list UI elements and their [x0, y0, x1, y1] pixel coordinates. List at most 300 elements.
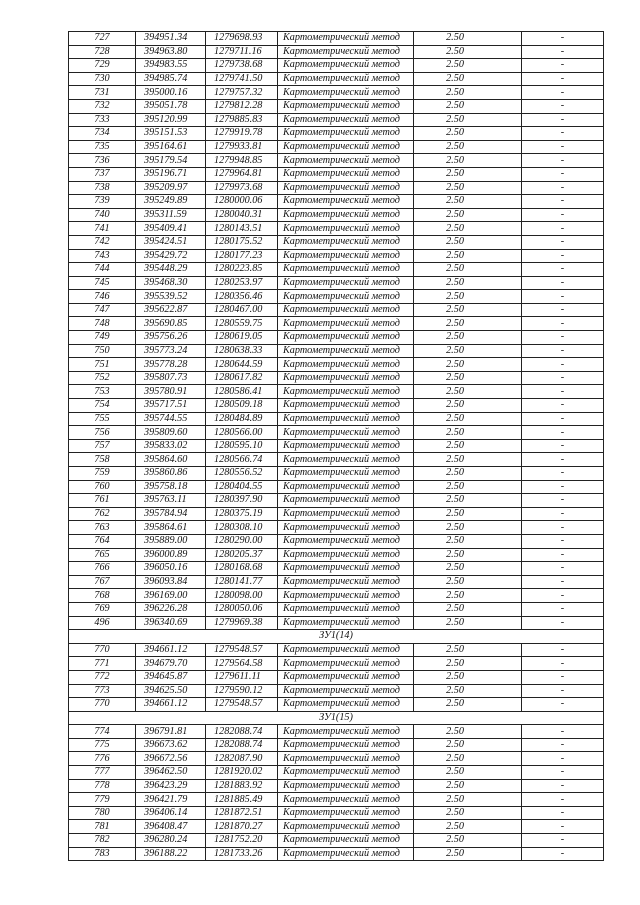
note-cell: -	[522, 453, 604, 467]
table-row	[69, 806, 604, 820]
method-cell: Картометрический метод	[278, 127, 414, 141]
x-coordinate-cell: 396408.47	[136, 820, 206, 834]
table-row	[69, 453, 604, 467]
method-cell: Картометрический метод	[278, 738, 414, 752]
point-number-cell: 761	[69, 494, 136, 508]
table-row	[69, 167, 604, 181]
x-coordinate-cell: 395209.97	[136, 181, 206, 195]
note-cell: -	[522, 222, 604, 236]
method-cell: Картометрический метод	[278, 263, 414, 277]
note-cell: -	[522, 181, 604, 195]
accuracy-cell: 2.50	[414, 439, 522, 453]
note-cell: -	[522, 86, 604, 100]
method-cell: Картометрический метод	[278, 847, 414, 861]
method-cell: Картометрический метод	[278, 59, 414, 73]
table-row	[69, 371, 604, 385]
method-cell: Картометрический метод	[278, 752, 414, 766]
point-number-cell: 782	[69, 834, 136, 848]
note-cell: -	[522, 562, 604, 576]
point-number-cell: 744	[69, 263, 136, 277]
accuracy-cell: 2.50	[414, 371, 522, 385]
point-number-cell: 749	[69, 331, 136, 345]
accuracy-cell: 2.50	[414, 167, 522, 181]
accuracy-cell: 2.50	[414, 208, 522, 222]
point-number-cell: 773	[69, 684, 136, 698]
accuracy-cell: 2.50	[414, 358, 522, 372]
method-cell: Картометрический метод	[278, 317, 414, 331]
table-row	[69, 548, 604, 562]
table-row	[69, 562, 604, 576]
point-number-cell: 496	[69, 616, 136, 630]
note-cell: -	[522, 32, 604, 46]
table-row	[69, 32, 604, 46]
y-coordinate-cell: 1280559.75	[206, 317, 278, 331]
table-row	[69, 602, 604, 616]
x-coordinate-cell: 396340.69	[136, 616, 206, 630]
y-coordinate-cell: 1279969.38	[206, 616, 278, 630]
table-row	[69, 317, 604, 331]
method-cell: Картометрический метод	[278, 45, 414, 59]
table-row	[69, 439, 604, 453]
method-cell: Картометрический метод	[278, 507, 414, 521]
point-number-cell: 775	[69, 738, 136, 752]
point-number-cell: 777	[69, 766, 136, 780]
note-cell: -	[522, 657, 604, 671]
method-cell: Картометрический метод	[278, 834, 414, 848]
table-row	[69, 208, 604, 222]
note-cell: -	[522, 738, 604, 752]
point-number-cell: 772	[69, 670, 136, 684]
x-coordinate-cell: 395000.16	[136, 86, 206, 100]
accuracy-cell: 2.50	[414, 507, 522, 521]
note-cell: -	[522, 290, 604, 304]
y-coordinate-cell: 1281870.27	[206, 820, 278, 834]
method-cell: Картометрический метод	[278, 494, 414, 508]
accuracy-cell: 2.50	[414, 303, 522, 317]
accuracy-cell: 2.50	[414, 195, 522, 209]
point-number-cell: 737	[69, 167, 136, 181]
table-row	[69, 684, 604, 698]
accuracy-cell: 2.50	[414, 657, 522, 671]
note-cell: -	[522, 602, 604, 616]
y-coordinate-cell: 1279548.57	[206, 643, 278, 657]
point-number-cell: 757	[69, 439, 136, 453]
point-number-cell: 756	[69, 426, 136, 440]
accuracy-cell: 2.50	[414, 779, 522, 793]
y-coordinate-cell: 1279590.12	[206, 684, 278, 698]
note-cell: -	[522, 127, 604, 141]
y-coordinate-cell: 1281872.51	[206, 806, 278, 820]
note-cell: -	[522, 140, 604, 154]
note-cell: -	[522, 249, 604, 263]
x-coordinate-cell: 395773.24	[136, 344, 206, 358]
accuracy-cell: 2.50	[414, 616, 522, 630]
method-cell: Картометрический метод	[278, 453, 414, 467]
accuracy-cell: 2.50	[414, 643, 522, 657]
point-number-cell: 742	[69, 235, 136, 249]
y-coordinate-cell: 1279885.83	[206, 113, 278, 127]
note-cell: -	[522, 793, 604, 807]
note-cell: -	[522, 344, 604, 358]
note-cell: -	[522, 263, 604, 277]
method-cell: Картометрический метод	[278, 208, 414, 222]
note-cell: -	[522, 439, 604, 453]
x-coordinate-cell: 394963.80	[136, 45, 206, 59]
accuracy-cell: 2.50	[414, 399, 522, 413]
x-coordinate-cell: 395780.91	[136, 385, 206, 399]
method-cell: Картометрический метод	[278, 766, 414, 780]
point-number-cell: 758	[69, 453, 136, 467]
method-cell: Картометрический метод	[278, 480, 414, 494]
method-cell: Картометрический метод	[278, 154, 414, 168]
accuracy-cell: 2.50	[414, 548, 522, 562]
y-coordinate-cell: 1280141.77	[206, 575, 278, 589]
table-row	[69, 834, 604, 848]
note-cell: -	[522, 752, 604, 766]
point-number-cell: 729	[69, 59, 136, 73]
table-row	[69, 249, 604, 263]
x-coordinate-cell: 395448.29	[136, 263, 206, 277]
table-row	[69, 358, 604, 372]
table-row	[69, 276, 604, 290]
note-cell: -	[522, 371, 604, 385]
table-row	[69, 616, 604, 630]
accuracy-cell: 2.50	[414, 494, 522, 508]
point-number-cell: 747	[69, 303, 136, 317]
x-coordinate-cell: 395120.99	[136, 113, 206, 127]
table-row	[69, 738, 604, 752]
point-number-cell: 746	[69, 290, 136, 304]
accuracy-cell: 2.50	[414, 847, 522, 861]
x-coordinate-cell: 396791.81	[136, 725, 206, 739]
point-number-cell: 768	[69, 589, 136, 603]
point-number-cell: 765	[69, 548, 136, 562]
table-row	[69, 154, 604, 168]
method-cell: Картометрический метод	[278, 358, 414, 372]
y-coordinate-cell: 1279757.32	[206, 86, 278, 100]
x-coordinate-cell: 395756.26	[136, 331, 206, 345]
note-cell: -	[522, 412, 604, 426]
coordinates-table-body	[69, 32, 604, 861]
accuracy-cell: 2.50	[414, 698, 522, 712]
x-coordinate-cell: 395151.53	[136, 127, 206, 141]
table-row	[69, 752, 604, 766]
y-coordinate-cell: 1279738.68	[206, 59, 278, 73]
table-row	[69, 779, 604, 793]
accuracy-cell: 2.50	[414, 806, 522, 820]
method-cell: Картометрический метод	[278, 371, 414, 385]
y-coordinate-cell: 1280000.06	[206, 195, 278, 209]
note-cell: -	[522, 834, 604, 848]
x-coordinate-cell: 394661.12	[136, 643, 206, 657]
note-cell: -	[522, 208, 604, 222]
y-coordinate-cell: 1280050.06	[206, 602, 278, 616]
point-number-cell: 728	[69, 45, 136, 59]
table-row	[69, 235, 604, 249]
y-coordinate-cell: 1279964.81	[206, 167, 278, 181]
x-coordinate-cell: 396462.50	[136, 766, 206, 780]
accuracy-cell: 2.50	[414, 752, 522, 766]
accuracy-cell: 2.50	[414, 222, 522, 236]
point-number-cell: 763	[69, 521, 136, 535]
y-coordinate-cell: 1282088.74	[206, 738, 278, 752]
note-cell: -	[522, 167, 604, 181]
x-coordinate-cell: 395784.94	[136, 507, 206, 521]
point-number-cell: 739	[69, 195, 136, 209]
point-number-cell: 766	[69, 562, 136, 576]
x-coordinate-cell: 395179.54	[136, 154, 206, 168]
point-number-cell: 779	[69, 793, 136, 807]
table-row	[69, 263, 604, 277]
note-cell: -	[522, 575, 604, 589]
y-coordinate-cell: 1282088.74	[206, 725, 278, 739]
x-coordinate-cell: 395311.59	[136, 208, 206, 222]
y-coordinate-cell: 1280509.18	[206, 399, 278, 413]
accuracy-cell: 2.50	[414, 140, 522, 154]
y-coordinate-cell: 1281883.92	[206, 779, 278, 793]
x-coordinate-cell: 396188.22	[136, 847, 206, 861]
method-cell: Картометрический метод	[278, 779, 414, 793]
y-coordinate-cell: 1280253.97	[206, 276, 278, 290]
x-coordinate-cell: 396169.00	[136, 589, 206, 603]
accuracy-cell: 2.50	[414, 480, 522, 494]
accuracy-cell: 2.50	[414, 793, 522, 807]
point-number-cell: 732	[69, 99, 136, 113]
x-coordinate-cell: 395196.71	[136, 167, 206, 181]
method-cell: Картометрический метод	[278, 602, 414, 616]
point-number-cell: 730	[69, 72, 136, 86]
method-cell: Картометрический метод	[278, 439, 414, 453]
point-number-cell: 769	[69, 602, 136, 616]
point-number-cell: 740	[69, 208, 136, 222]
table-row	[69, 412, 604, 426]
note-cell: -	[522, 698, 604, 712]
y-coordinate-cell: 1279933.81	[206, 140, 278, 154]
note-cell: -	[522, 521, 604, 535]
x-coordinate-cell: 395164.61	[136, 140, 206, 154]
x-coordinate-cell: 395860.86	[136, 467, 206, 481]
point-number-cell: 771	[69, 657, 136, 671]
accuracy-cell: 2.50	[414, 521, 522, 535]
x-coordinate-cell: 395429.72	[136, 249, 206, 263]
note-cell: -	[522, 779, 604, 793]
x-coordinate-cell: 395424.51	[136, 235, 206, 249]
x-coordinate-cell: 394679.70	[136, 657, 206, 671]
table-row	[69, 426, 604, 440]
x-coordinate-cell: 394645.87	[136, 670, 206, 684]
method-cell: Картометрический метод	[278, 140, 414, 154]
accuracy-cell: 2.50	[414, 32, 522, 46]
y-coordinate-cell: 1280595.10	[206, 439, 278, 453]
table-row	[69, 589, 604, 603]
method-cell: Картометрический метод	[278, 684, 414, 698]
accuracy-cell: 2.50	[414, 235, 522, 249]
accuracy-cell: 2.50	[414, 113, 522, 127]
note-cell: -	[522, 195, 604, 209]
note-cell: -	[522, 820, 604, 834]
accuracy-cell: 2.50	[414, 181, 522, 195]
note-cell: -	[522, 399, 604, 413]
x-coordinate-cell: 395833.02	[136, 439, 206, 453]
accuracy-cell: 2.50	[414, 467, 522, 481]
table-row	[69, 507, 604, 521]
accuracy-cell: 2.50	[414, 534, 522, 548]
y-coordinate-cell: 1279548.57	[206, 698, 278, 712]
note-cell: -	[522, 331, 604, 345]
x-coordinate-cell: 395744.55	[136, 412, 206, 426]
accuracy-cell: 2.50	[414, 290, 522, 304]
table-row	[69, 222, 604, 236]
x-coordinate-cell: 396406.14	[136, 806, 206, 820]
y-coordinate-cell: 1279611.11	[206, 670, 278, 684]
point-number-cell: 752	[69, 371, 136, 385]
y-coordinate-cell: 1280205.37	[206, 548, 278, 562]
point-number-cell: 736	[69, 154, 136, 168]
accuracy-cell: 2.50	[414, 562, 522, 576]
point-number-cell: 778	[69, 779, 136, 793]
accuracy-cell: 2.50	[414, 412, 522, 426]
x-coordinate-cell: 396093.84	[136, 575, 206, 589]
accuracy-cell: 2.50	[414, 99, 522, 113]
y-coordinate-cell: 1279973.68	[206, 181, 278, 195]
table-row	[69, 181, 604, 195]
method-cell: Картометрический метод	[278, 181, 414, 195]
table-row	[69, 643, 604, 657]
accuracy-cell: 2.50	[414, 684, 522, 698]
accuracy-cell: 2.50	[414, 820, 522, 834]
section-header-row	[69, 711, 604, 725]
table-row	[69, 127, 604, 141]
table-row	[69, 766, 604, 780]
note-cell: -	[522, 847, 604, 861]
method-cell: Картометрический метод	[278, 99, 414, 113]
table-row	[69, 86, 604, 100]
x-coordinate-cell: 394951.34	[136, 32, 206, 46]
method-cell: Картометрический метод	[278, 32, 414, 46]
point-number-cell: 762	[69, 507, 136, 521]
x-coordinate-cell: 396050.16	[136, 562, 206, 576]
x-coordinate-cell: 394625.50	[136, 684, 206, 698]
table-row	[69, 45, 604, 59]
method-cell: Картометрический метод	[278, 698, 414, 712]
x-coordinate-cell: 396423.29	[136, 779, 206, 793]
note-cell: -	[522, 113, 604, 127]
x-coordinate-cell: 396280.24	[136, 834, 206, 848]
y-coordinate-cell: 1280356.46	[206, 290, 278, 304]
note-cell: -	[522, 507, 604, 521]
y-coordinate-cell: 1280619.05	[206, 331, 278, 345]
y-coordinate-cell: 1281733.26	[206, 847, 278, 861]
x-coordinate-cell: 395717.51	[136, 399, 206, 413]
table-row	[69, 399, 604, 413]
note-cell: -	[522, 766, 604, 780]
point-number-cell: 764	[69, 534, 136, 548]
point-number-cell: 754	[69, 399, 136, 413]
table-row	[69, 480, 604, 494]
x-coordinate-cell: 396226.28	[136, 602, 206, 616]
x-coordinate-cell: 394983.55	[136, 59, 206, 73]
table-row	[69, 575, 604, 589]
method-cell: Картометрический метод	[278, 167, 414, 181]
y-coordinate-cell: 1279948.85	[206, 154, 278, 168]
accuracy-cell: 2.50	[414, 589, 522, 603]
y-coordinate-cell: 1280566.74	[206, 453, 278, 467]
accuracy-cell: 2.50	[414, 249, 522, 263]
x-coordinate-cell: 395690.85	[136, 317, 206, 331]
y-coordinate-cell: 1280566.00	[206, 426, 278, 440]
method-cell: Картометрический метод	[278, 290, 414, 304]
x-coordinate-cell: 395763.11	[136, 494, 206, 508]
method-cell: Картометрический метод	[278, 86, 414, 100]
table-row	[69, 521, 604, 535]
y-coordinate-cell: 1281752.20	[206, 834, 278, 848]
note-cell: -	[522, 72, 604, 86]
point-number-cell: 733	[69, 113, 136, 127]
x-coordinate-cell: 395409.41	[136, 222, 206, 236]
y-coordinate-cell: 1280175.52	[206, 235, 278, 249]
table-row	[69, 494, 604, 508]
accuracy-cell: 2.50	[414, 834, 522, 848]
method-cell: Картометрический метод	[278, 616, 414, 630]
accuracy-cell: 2.50	[414, 453, 522, 467]
x-coordinate-cell: 395249.89	[136, 195, 206, 209]
accuracy-cell: 2.50	[414, 426, 522, 440]
method-cell: Картометрический метод	[278, 643, 414, 657]
table-row	[69, 331, 604, 345]
note-cell: -	[522, 303, 604, 317]
table-row	[69, 793, 604, 807]
section-title: ЗУ1(15)	[69, 711, 604, 725]
point-number-cell: 776	[69, 752, 136, 766]
table-row	[69, 59, 604, 73]
x-coordinate-cell: 395539.52	[136, 290, 206, 304]
x-coordinate-cell: 395889.00	[136, 534, 206, 548]
accuracy-cell: 2.50	[414, 670, 522, 684]
x-coordinate-cell: 395807.73	[136, 371, 206, 385]
point-number-cell: 743	[69, 249, 136, 263]
accuracy-cell: 2.50	[414, 59, 522, 73]
point-number-cell: 734	[69, 127, 136, 141]
table-row	[69, 72, 604, 86]
y-coordinate-cell: 1279564.58	[206, 657, 278, 671]
note-cell: -	[522, 480, 604, 494]
x-coordinate-cell: 395051.78	[136, 99, 206, 113]
method-cell: Картометрический метод	[278, 235, 414, 249]
note-cell: -	[522, 589, 604, 603]
note-cell: -	[522, 684, 604, 698]
x-coordinate-cell: 395778.28	[136, 358, 206, 372]
point-number-cell: 759	[69, 467, 136, 481]
note-cell: -	[522, 45, 604, 59]
y-coordinate-cell: 1280556.52	[206, 467, 278, 481]
x-coordinate-cell: 395758.18	[136, 480, 206, 494]
table-row	[69, 467, 604, 481]
y-coordinate-cell: 1280404.55	[206, 480, 278, 494]
point-number-cell: 783	[69, 847, 136, 861]
x-coordinate-cell: 396673.62	[136, 738, 206, 752]
note-cell: -	[522, 725, 604, 739]
note-cell: -	[522, 616, 604, 630]
table-row	[69, 725, 604, 739]
table-row	[69, 657, 604, 671]
x-coordinate-cell: 395864.60	[136, 453, 206, 467]
accuracy-cell: 2.50	[414, 738, 522, 752]
method-cell: Картометрический метод	[278, 412, 414, 426]
y-coordinate-cell: 1280484.89	[206, 412, 278, 426]
table-row	[69, 113, 604, 127]
method-cell: Картометрический метод	[278, 222, 414, 236]
note-cell: -	[522, 548, 604, 562]
